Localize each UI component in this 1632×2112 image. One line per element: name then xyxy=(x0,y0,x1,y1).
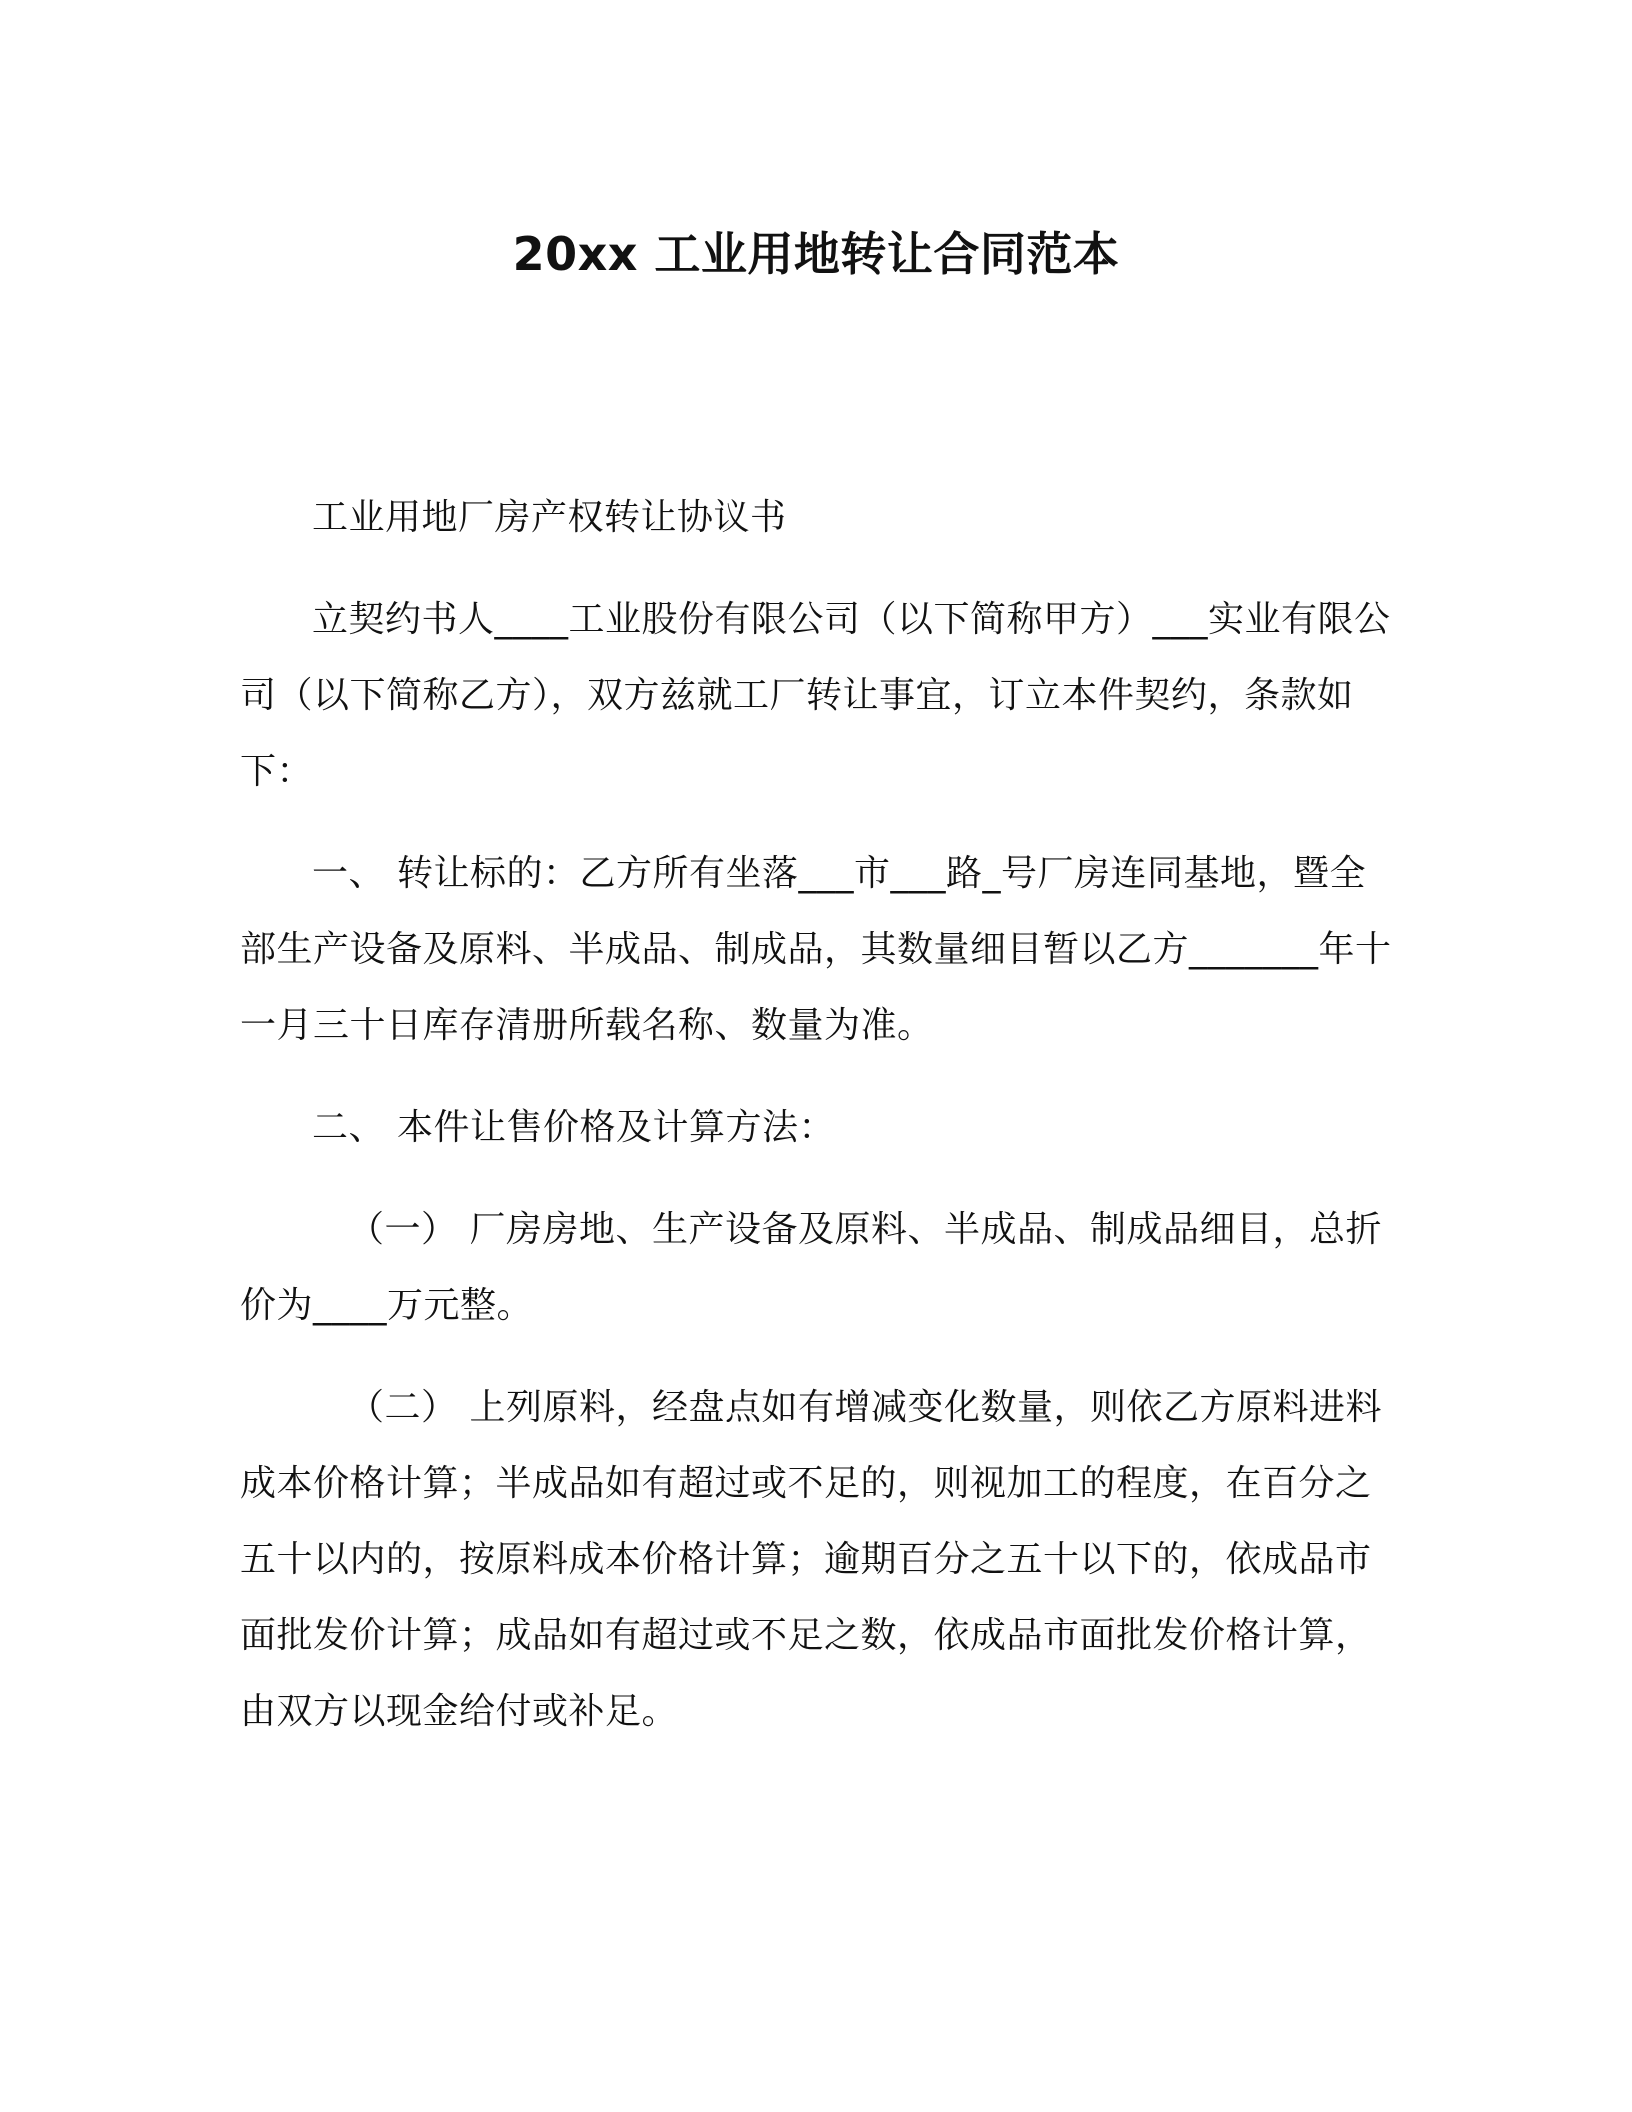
clause-2: 二、 本件让售价格及计算方法： xyxy=(312,1107,835,1148)
clause-2-item-1: （一） 厂房房地、生产设备及原料、半成品、制成品细目，总折价为____万元整。 xyxy=(240,1209,1382,1326)
document-title: 20xx 工业用地转让合同范本 xyxy=(512,227,1120,281)
document-body xyxy=(240,480,1392,1750)
clause-2-item-2: （二） 上列原料，经盘点如有增减变化数量，则依乙方原料进料成本价格计算；半成品如有超过或不足的，则视加工的程度，在百分之五十以内的，按原料成本价格计算；逾期百分之五十以下的，依成品市面批发价计算；成品如有超过或不足之数，依成品市面批发价格计算，由双方以现金给付或补足。 xyxy=(240,1387,1382,1732)
paragraph-preamble: 立契约书人____工业股份有限公司（以下简称甲方）___实业有限公司（以下简称乙方），双方兹就工厂转让事宜，订立本件契约，条款如下： xyxy=(240,599,1391,792)
document-subtitle: 工业用地厂房产权转让协议书 xyxy=(312,497,787,538)
clause-1: 一、 转让标的：乙方所有坐落___市___路_号厂房连同基地，暨全部生产设备及原料、半成品、制成品，其数量细目暂以乙方_______年十一月三十日库存清册所载名称、数量为准。 xyxy=(240,853,1392,1046)
